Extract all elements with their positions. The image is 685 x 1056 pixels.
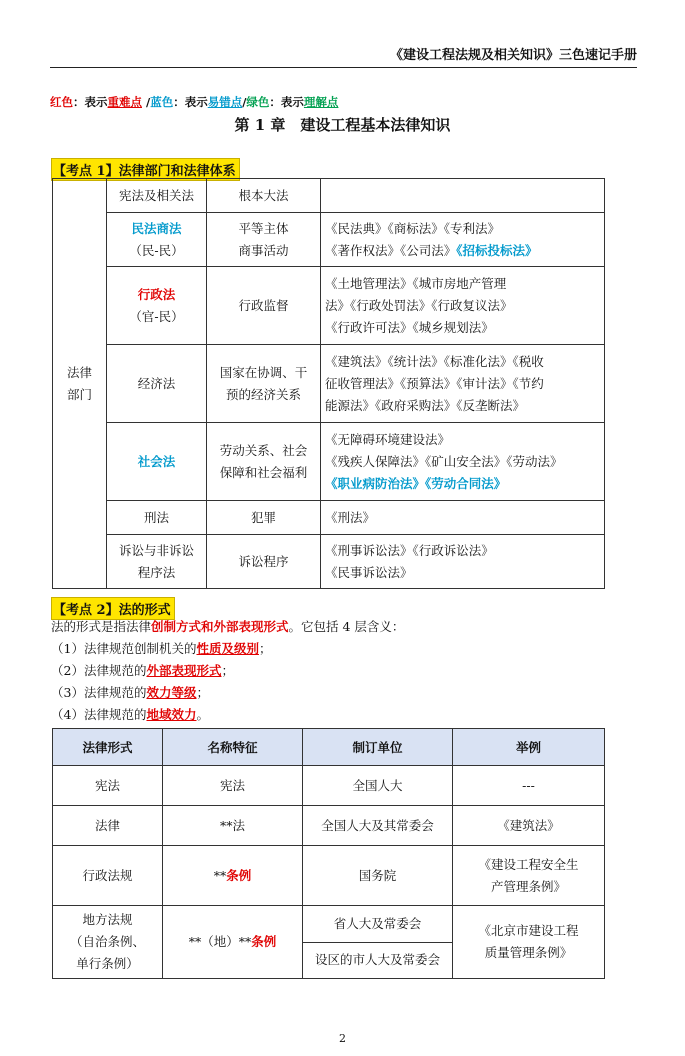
- point-item: （3）法律规范的效力等级；: [51, 685, 209, 700]
- table-row: [53, 846, 605, 906]
- legend-red-word: 重难点: [107, 95, 142, 109]
- dept-name: 刑法: [107, 501, 207, 535]
- unit-cell: 设区的市人大及常委会: [303, 942, 453, 979]
- dept-name: 诉讼与非诉讼 程序法: [107, 535, 207, 589]
- legend-green-word: 理解点: [303, 95, 339, 109]
- point-item: （1）法律规范创制机关的性质及级别；: [51, 641, 272, 656]
- key-point-2-title: 【考点 2】法的形式: [51, 597, 175, 620]
- law-department-header: 法律 部门: [53, 179, 107, 589]
- dept-laws: 《建筑法》《统计法》《标准化法》《税收 征收管理法》《预算法》《审计法》《节约 能源法》《政府采购法》《反垄断法》: [321, 345, 605, 423]
- dept-laws: 《民法典》《商标法》《专利法》 《著作权法》《公司法》《招标投标法》: [321, 213, 605, 267]
- form-cell: 地方法规 （自治条例、 单行条例）: [53, 906, 163, 979]
- law-department-table: [52, 178, 605, 589]
- table-row: [53, 501, 605, 535]
- table-row: [53, 345, 605, 423]
- dept-name: 经济法: [107, 345, 207, 423]
- dept-name: 行政法 （官-民）: [107, 267, 207, 345]
- table-row: [53, 806, 605, 846]
- dept-name: 宪法及相关法: [107, 179, 207, 213]
- table-row: [53, 179, 605, 213]
- dept-feature: 国家在协调、干 预的经济关系: [207, 345, 321, 423]
- chapter-title: 第 1 章 建设工程基本法律知识: [234, 116, 451, 134]
- running-header: 《建设工程法规及相关知识》三色速记手册: [50, 44, 637, 68]
- table-row: [53, 213, 605, 267]
- legend-blue-word: 易错点: [207, 95, 243, 109]
- table-row: [53, 906, 605, 943]
- col-header: 法律形式: [53, 729, 163, 766]
- point-item: （2）法律规范的外部表现形式；: [51, 663, 234, 678]
- dept-feature: 劳动关系、社会 保障和社会福利: [207, 423, 321, 501]
- legend-sep: ：表示: [269, 95, 304, 109]
- legend-sep: ：表示: [173, 95, 208, 109]
- table-row: [53, 766, 605, 806]
- dept-feature: 行政监督: [207, 267, 321, 345]
- example-cell: 《北京市建设工程 质量管理条例》: [453, 906, 605, 979]
- dept-feature: 平等主体 商事活动: [207, 213, 321, 267]
- dept-name: 民法商法 （民-民）: [107, 213, 207, 267]
- col-header: 制订单位: [303, 729, 453, 766]
- legend-slash: /: [142, 95, 151, 109]
- point-item: （4）法律规范的地域效力。: [51, 707, 209, 722]
- dept-feature: 根本大法: [207, 179, 321, 213]
- dept-laws: 《无障碍环境建设法》 《残疾人保障法》《矿山安全法》《劳动法》 《职业病防治法》《劳动合同法》: [321, 423, 605, 501]
- page-number: 2: [339, 1032, 346, 1045]
- table-row: [53, 535, 605, 589]
- unit-cell: 省人大及常委会: [303, 906, 453, 943]
- dept-laws: 《刑事诉讼法》《行政诉讼法》 《民事诉讼法》: [321, 535, 605, 589]
- unit-cell: 全国人大: [303, 766, 453, 806]
- color-legend: [50, 94, 338, 110]
- legend-blue-label: 蓝色: [150, 95, 174, 109]
- name-cell: **条例: [163, 846, 303, 906]
- unit-cell: 全国人大及其常委会: [303, 806, 453, 846]
- law-form-intro: 法的形式是指法律创制方式和外部表现形式。它包括 4 层含义：: [51, 619, 405, 634]
- dept-feature: 诉讼程序: [207, 535, 321, 589]
- legend-green-label: 绿色: [246, 95, 270, 109]
- example-cell: ---: [453, 766, 605, 806]
- dept-laws: 《土地管理法》《城市房地产管理 法》《行政处罚法》《行政复议法》 《行政许可法》《城乡规划法》: [321, 267, 605, 345]
- example-cell: 《建筑法》: [453, 806, 605, 846]
- table-header-row: [53, 729, 605, 766]
- name-cell: 宪法: [163, 766, 303, 806]
- table-row: [53, 267, 605, 345]
- table-row: [53, 423, 605, 501]
- form-cell: 法律: [53, 806, 163, 846]
- legend-slash: /: [242, 95, 247, 109]
- name-cell: **法: [163, 806, 303, 846]
- form-cell: 宪法: [53, 766, 163, 806]
- col-header: 举例: [453, 729, 605, 766]
- dept-laws: [321, 179, 605, 213]
- example-cell: 《建设工程安全生 产管理条例》: [453, 846, 605, 906]
- dept-feature: 犯罪: [207, 501, 321, 535]
- name-cell: **（地）**条例: [163, 906, 303, 979]
- legend-sep: ：表示: [73, 95, 108, 109]
- unit-cell: 国务院: [303, 846, 453, 906]
- key-point-1-title: 【考点 1】法律部门和法律体系: [51, 158, 240, 181]
- legend-red-label: 红色: [50, 95, 73, 109]
- col-header: 名称特征: [163, 729, 303, 766]
- dept-name: 社会法: [107, 423, 207, 501]
- form-cell: 行政法规: [53, 846, 163, 906]
- law-form-table: [52, 728, 605, 979]
- dept-laws: 《刑法》: [321, 501, 605, 535]
